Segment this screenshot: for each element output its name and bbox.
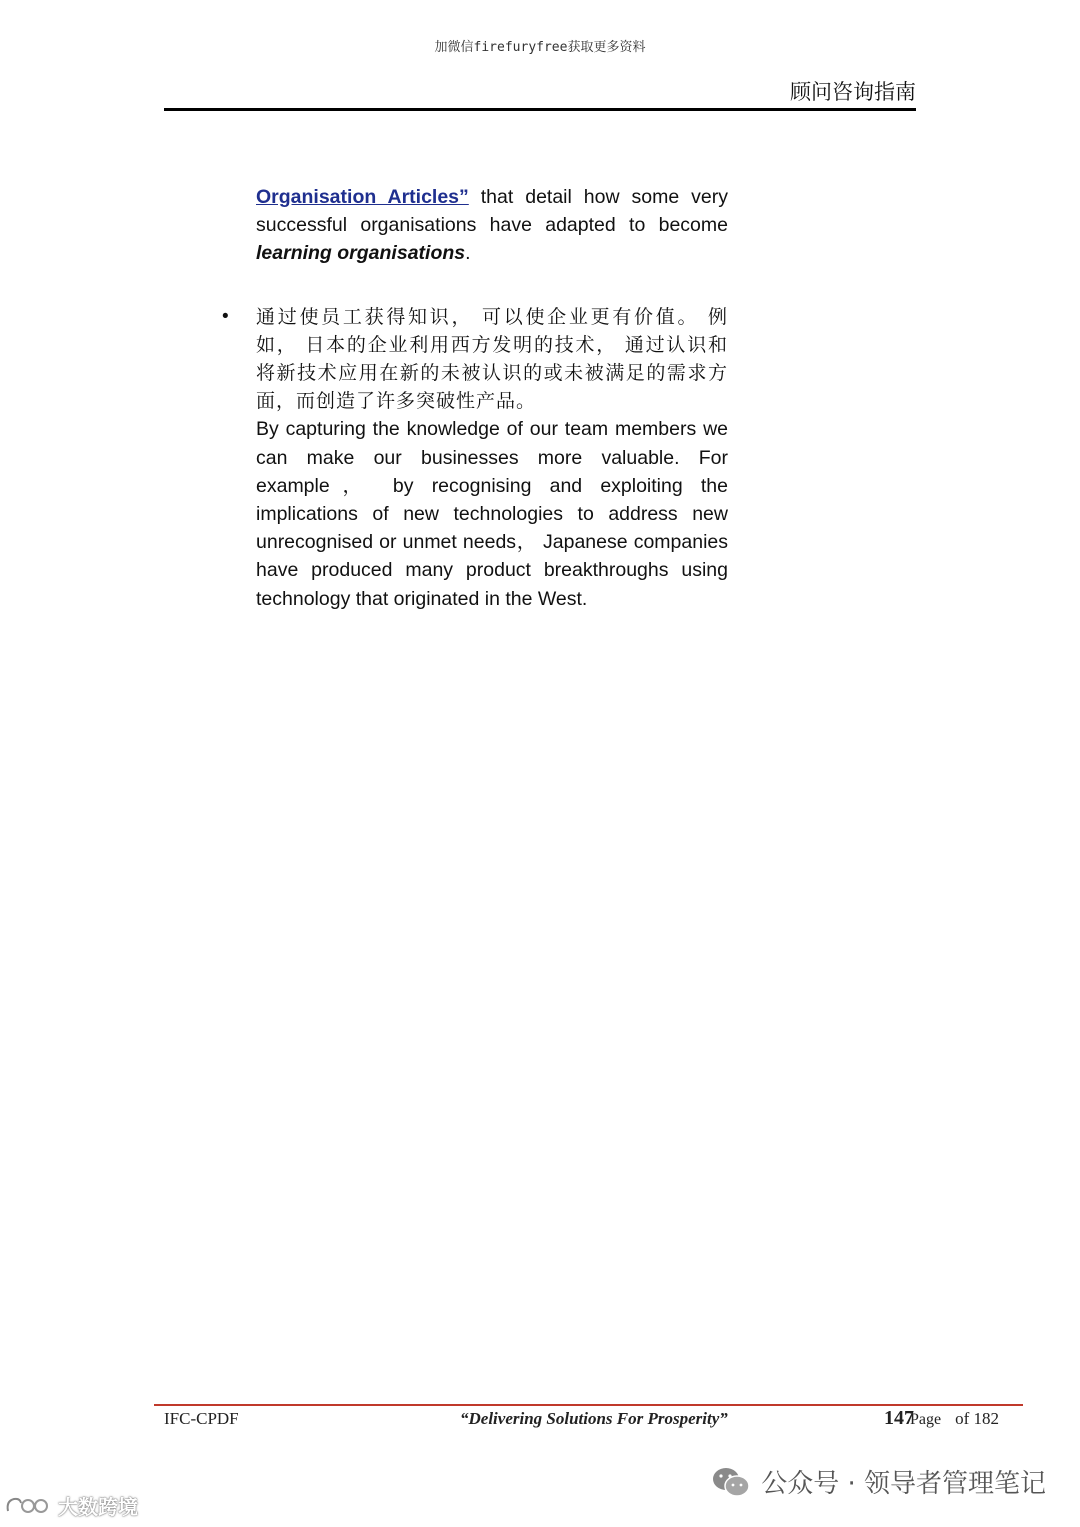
footer-org: IFC-CPDF	[164, 1409, 239, 1428]
corner-logo-icon	[4, 1495, 52, 1517]
header-title: 顾问咨询指南	[790, 80, 916, 104]
paragraph-text-a: that detail how some very successful organisations have adapted to become	[256, 186, 729, 237]
header-rule	[164, 108, 916, 111]
bullet-english-text: By capturing the knowledge of our team members we can make our businesses more valuable. For example， by recognising and exploiting the implications of new technologies to address new unrecognised or unmet needs， Japanese companies have produced many product breakthroughs using technology that originated in the West.	[256, 418, 728, 610]
paragraph-organisation-articles	[256, 183, 728, 268]
bullet-marker: •	[222, 305, 229, 327]
page-number: 147	[884, 1407, 914, 1429]
footer-slogan: “Delivering Solutions For Prosperity”	[460, 1409, 728, 1428]
learning-organisations-emphasis: learning organisations	[256, 242, 466, 265]
page-word: Page	[910, 1411, 942, 1428]
wechat-icon	[711, 1465, 751, 1499]
wechat-brand-text: 公众号 · 领导者管理笔记	[761, 1469, 1046, 1499]
page-content	[222, 183, 729, 613]
corner-logo	[4, 1491, 138, 1520]
organisation-articles-link[interactable]: Organisation Articles”	[256, 186, 469, 208]
bullet-chinese-text: 通过使员工获得知识， 可以使企业更有价值。 例如， 日本的企业利用西方发明的技术， 通过认识和将新技术应用在新的未被认识的或未被满足的需求方面，而创造了许多突破性产品。	[256, 305, 728, 413]
paragraph-text-b: .	[465, 242, 471, 265]
footer-page-info	[884, 1407, 999, 1430]
top-watermark: 加微信firefuryfree获取更多资料	[434, 40, 646, 55]
corner-logo-text: 大数跨境	[58, 1495, 138, 1519]
bullet-item	[222, 303, 728, 613]
footer-rule	[154, 1404, 1023, 1406]
page-total: of 182	[955, 1409, 1000, 1428]
wechat-brand	[711, 1463, 1046, 1500]
